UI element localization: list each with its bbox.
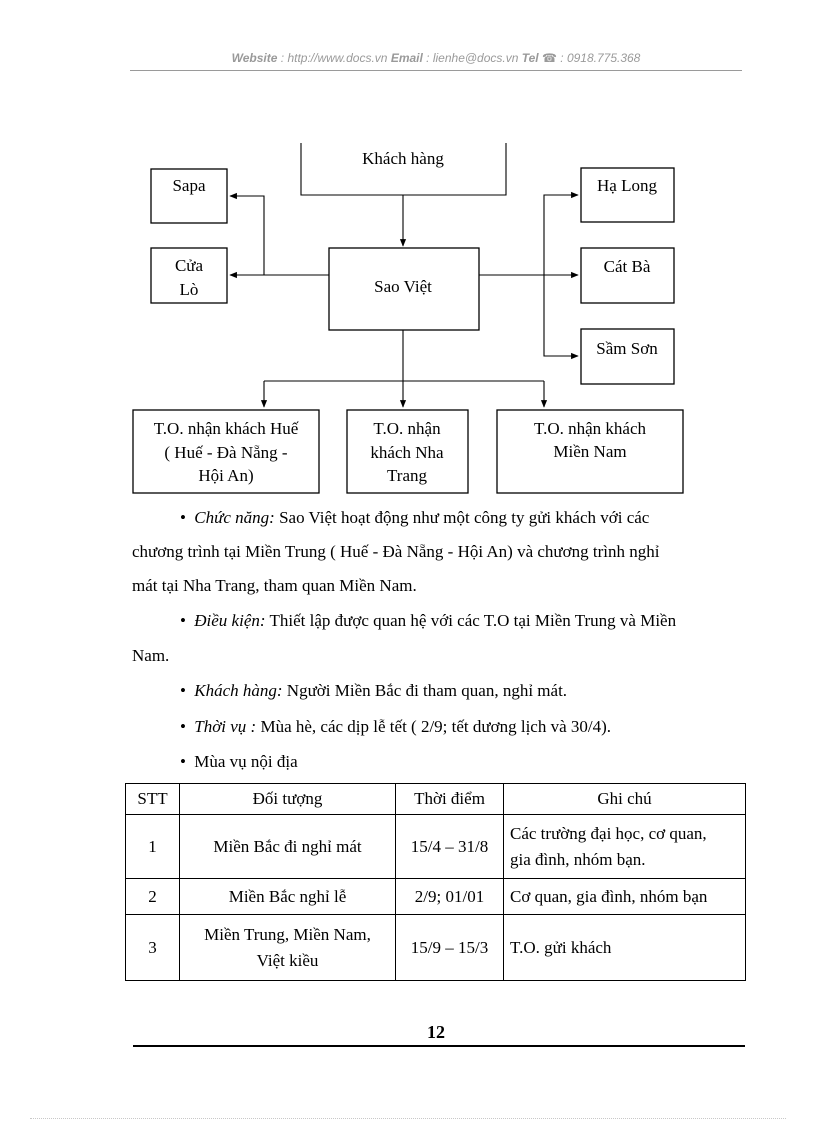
header-stt: STT bbox=[126, 784, 180, 815]
cell-doi-tuong bbox=[180, 915, 396, 981]
bullet-icon: • bbox=[180, 681, 186, 700]
table-row bbox=[126, 879, 746, 915]
arrow-ha-long bbox=[544, 195, 578, 275]
website-label: Website bbox=[231, 51, 278, 65]
page-number: 12 bbox=[427, 1022, 445, 1042]
to-nha-trang-label-3: Trang bbox=[387, 466, 427, 485]
sapa-label: Sapa bbox=[172, 176, 206, 195]
cua-lo-label-2: Lò bbox=[179, 280, 199, 299]
tel-value: : 0918.775.368 bbox=[556, 51, 641, 65]
chuc-nang-text-1: Sao Việt hoạt động như một công ty gửi khách với các bbox=[274, 508, 650, 527]
website-value: : http://www.docs.vn bbox=[277, 51, 391, 65]
phone-icon: ☎ bbox=[538, 51, 557, 65]
thoi-vu-text: Mùa hè, các dịp lễ tết ( 2/9; tết dương lịch và 30/4). bbox=[256, 717, 612, 736]
to-hue-label-3: Hội An) bbox=[198, 466, 254, 485]
khach-hang-line bbox=[180, 674, 567, 708]
cell-ghi-chu-line-1: Các trường đại học, cơ quan, bbox=[510, 823, 707, 843]
email-label: Email bbox=[390, 51, 423, 65]
chuc-nang-label: Chức năng: bbox=[194, 508, 275, 527]
cell-thoi-diem: 15/4 – 31/8 bbox=[396, 815, 504, 879]
cell-ghi-chu: Cơ quan, gia đình, nhóm bạn bbox=[504, 879, 746, 915]
thoi-vu-label: Thời vụ : bbox=[194, 717, 257, 736]
to-hue-label-2: ( Huế - Đà Nẵng - bbox=[164, 443, 288, 462]
tel-label: Tel bbox=[521, 51, 539, 65]
mua-vu-line bbox=[180, 745, 298, 779]
cell-stt: 2 bbox=[126, 879, 180, 915]
khach-hang-text: Người Miền Bắc đi tham quan, nghỉ mát. bbox=[282, 681, 568, 700]
to-nha-trang-label-2: khách Nha bbox=[370, 443, 444, 462]
arrow-sapa bbox=[230, 196, 329, 275]
arrow-sam-son bbox=[544, 275, 578, 356]
cell-ghi-chu: T.O. gửi khách bbox=[504, 915, 746, 981]
to-nha-trang-label-1: T.O. nhận bbox=[373, 419, 441, 438]
email-value: : lienhe@docs.vn bbox=[422, 51, 522, 65]
cell-stt: 1 bbox=[126, 815, 180, 879]
cua-lo-label-1: Cửa bbox=[174, 256, 204, 275]
dieu-kien-line-1 bbox=[180, 604, 676, 638]
dieu-kien-line-2: Nam. bbox=[132, 646, 170, 665]
bullet-icon: • bbox=[180, 752, 186, 771]
bullet-icon: • bbox=[180, 611, 186, 630]
dieu-kien-label: Điều kiện: bbox=[194, 611, 266, 630]
table-row bbox=[126, 915, 746, 981]
cell-ghi-chu-line-2: gia đình, nhóm bạn. bbox=[510, 849, 646, 869]
to-hue-label-1: T.O. nhận khách Huế bbox=[153, 419, 299, 438]
footer-rule bbox=[133, 1045, 745, 1047]
to-mien-nam-label-1: T.O. nhận khách bbox=[533, 419, 647, 438]
header-thoi-diem: Thời điểm bbox=[396, 784, 504, 815]
cell-doi-tuong-line-1: Miền Trung, Miền Nam, bbox=[204, 924, 371, 944]
season-table bbox=[125, 783, 746, 981]
cell-thoi-diem: 2/9; 01/01 bbox=[396, 879, 504, 915]
org-diagram bbox=[0, 0, 816, 500]
bullet-icon: • bbox=[180, 508, 186, 527]
cell-thoi-diem: 15/9 – 15/3 bbox=[396, 915, 504, 981]
chuc-nang-line-2: chương trình tại Miền Trung ( Huế - Đà Nẵng - Hội An) và chương trình nghỉ bbox=[132, 542, 660, 561]
khach-hang-label-text: Khách hàng: bbox=[194, 681, 283, 700]
chuc-nang-line-3: mát tại Nha Trang, tham quan Miền Nam. bbox=[132, 576, 417, 595]
bullet-icon: • bbox=[180, 717, 186, 736]
ha-long-label: Hạ Long bbox=[597, 176, 657, 195]
dieu-kien-text-1: Thiết lập được quan hệ với các T.O tại Miền Trung và Miền bbox=[265, 611, 677, 630]
table-row bbox=[126, 815, 746, 879]
header-doi-tuong: Đối tượng bbox=[180, 784, 396, 815]
cell-stt: 3 bbox=[126, 915, 180, 981]
khach-hang-label: Khách hàng bbox=[362, 149, 444, 168]
cell-doi-tuong-line-2: Việt kiều bbox=[256, 950, 319, 970]
sao-viet-label: Sao Việt bbox=[374, 277, 432, 296]
header-ghi-chu: Ghi chú bbox=[504, 784, 746, 815]
mua-vu-text: Mùa vụ nội địa bbox=[194, 752, 298, 771]
cell-doi-tuong: Miền Bắc đi nghỉ mát bbox=[180, 815, 396, 879]
to-mien-nam-label-2: Miền Nam bbox=[553, 442, 627, 461]
cell-ghi-chu bbox=[504, 815, 746, 879]
cat-ba-label: Cát Bà bbox=[603, 257, 651, 276]
chuc-nang-line-1 bbox=[180, 501, 649, 535]
cell-doi-tuong: Miền Bắc nghỉ lễ bbox=[180, 879, 396, 915]
table-header-row bbox=[126, 784, 746, 815]
page-bottom-dotted-rule bbox=[30, 1118, 786, 1119]
thoi-vu-line bbox=[180, 710, 611, 744]
sam-son-label: Sầm Sơn bbox=[596, 339, 658, 358]
